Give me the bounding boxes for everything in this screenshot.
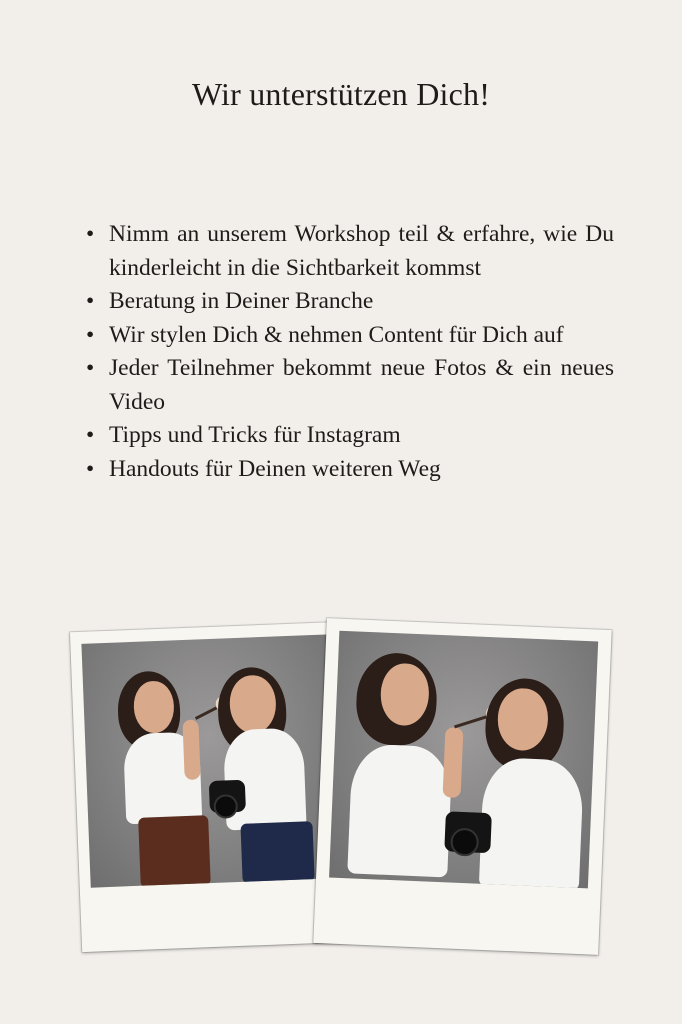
photo-makeup-session-1 <box>81 634 338 887</box>
photo-makeup-session-2 <box>329 631 598 889</box>
list-item: • Tipps und Tricks für Instagram <box>84 419 614 453</box>
benefits-list <box>84 218 614 486</box>
list-item: • Beratung in Deiner Branche <box>84 285 614 319</box>
list-item: • Nimm an unserem Workshop teil & erfahre, wie Du kinderleicht in die Sichtbarkeit kommst <box>84 218 614 285</box>
polaroid-photo-right <box>313 618 611 955</box>
polaroid-photo-left <box>70 622 352 952</box>
list-item: • Handouts für Deinen weiteren Weg <box>84 453 614 487</box>
list-item: • Wir stylen Dich & nehmen Content für Dich auf <box>84 319 614 353</box>
list-item: • Jeder Teilnehmer bekommt neue Fotos & ein neues Video <box>84 352 614 419</box>
page-title: Wir unterstützen Dich! <box>191 76 491 112</box>
